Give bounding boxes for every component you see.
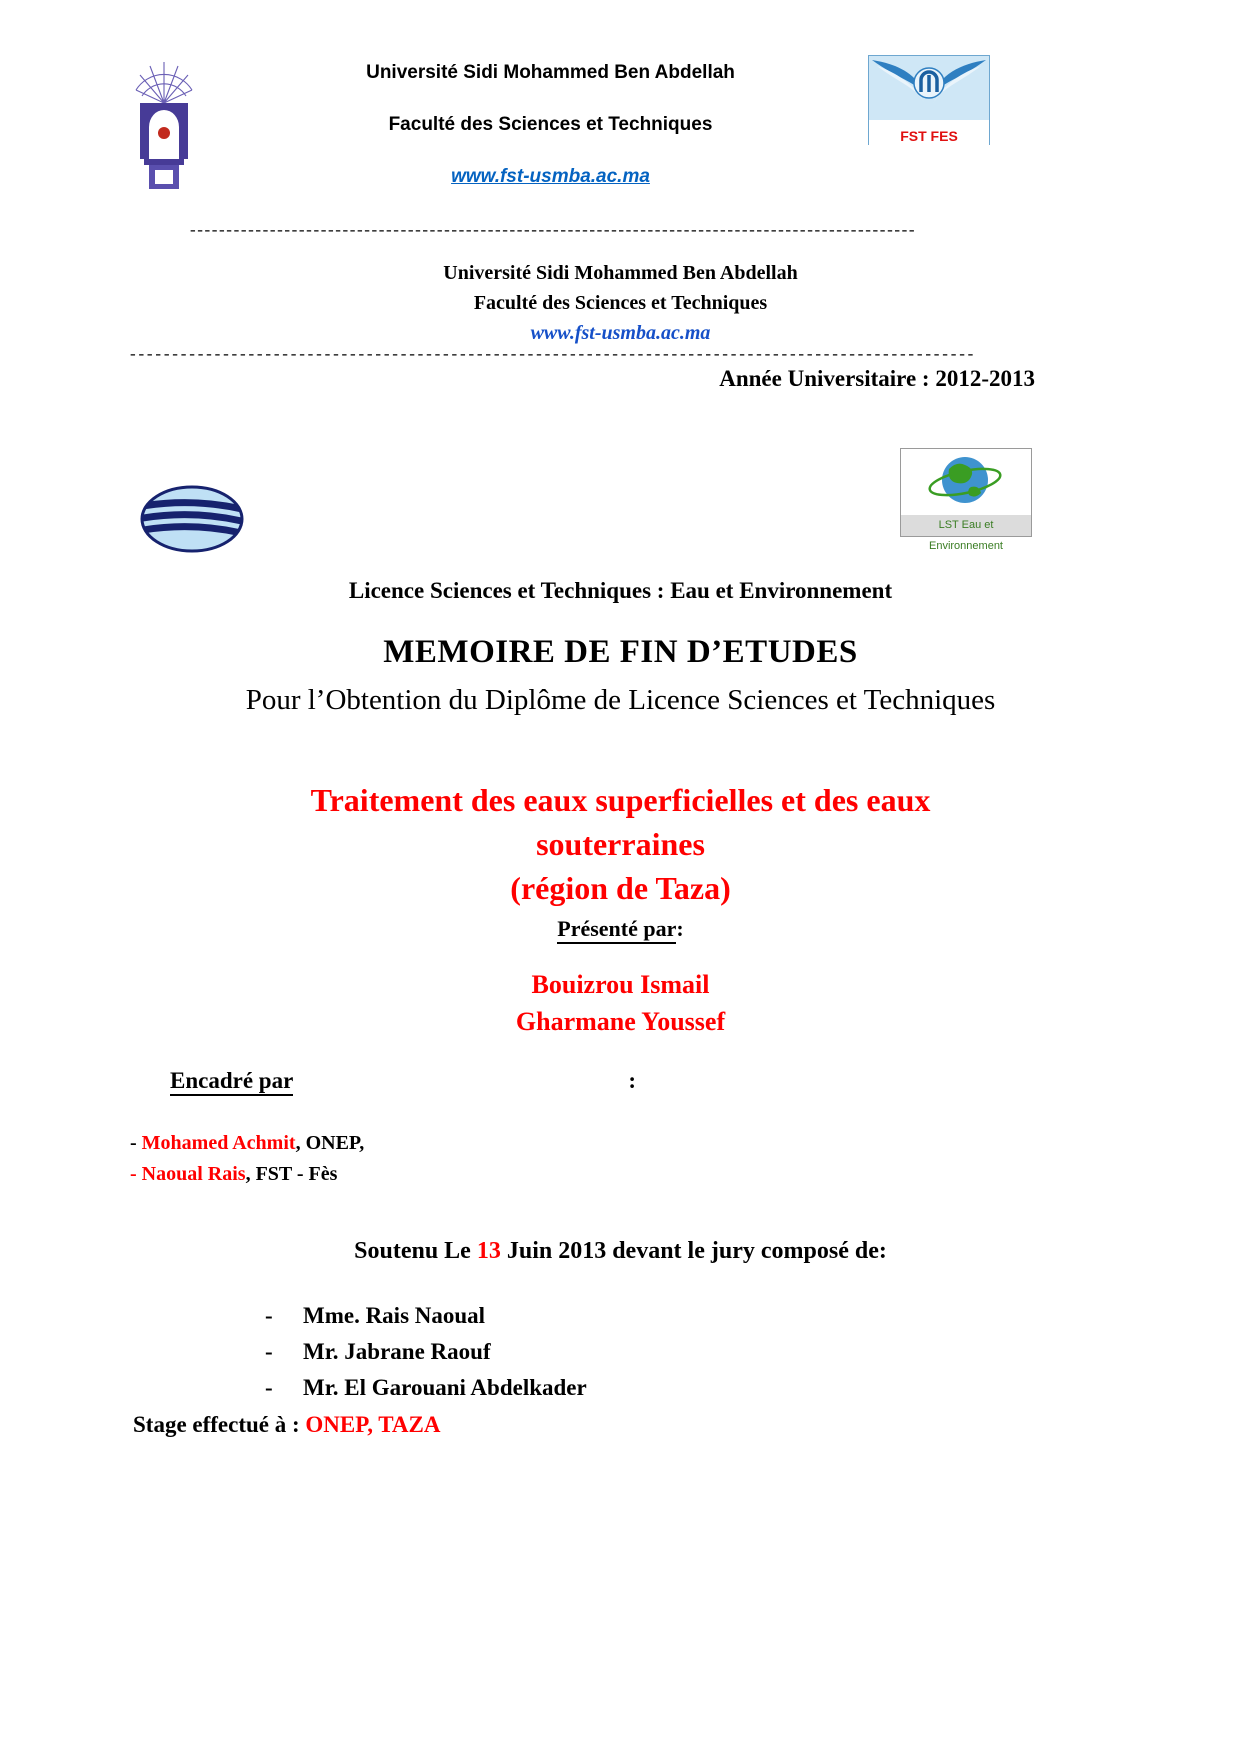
internship-label: Stage effectué à : bbox=[133, 1412, 306, 1437]
author-name: Gharmane Youssef bbox=[515, 1007, 726, 1036]
dashed-divider-bottom: ---------------------------------------------------------------------------------------------------- bbox=[130, 344, 977, 363]
supervisors-list bbox=[130, 1128, 364, 1190]
mid-header bbox=[0, 258, 1241, 348]
presented-by-label: Présenté par bbox=[557, 916, 676, 944]
top-website-link[interactable]: www.fst-usmba.ac.ma bbox=[451, 166, 650, 187]
presented-by-colon: : bbox=[676, 916, 684, 941]
defense-date: 13 bbox=[476, 1238, 501, 1264]
memoir-title: MEMOIRE DE FIN D’ETUDES bbox=[383, 634, 858, 670]
dashed-divider-top: ---------------------------------------------------------------------------------------------------- bbox=[190, 220, 917, 239]
program-title: Licence Sciences et Techniques : Eau et Environnement bbox=[348, 578, 893, 603]
water-oval-logo bbox=[140, 483, 244, 560]
supervisor-dash: - bbox=[130, 1132, 142, 1154]
lst-logo-label: LST Eau et Environnement bbox=[901, 515, 1031, 536]
supervised-by bbox=[170, 1068, 636, 1094]
fst-fes-logo-label: FST FES bbox=[869, 125, 989, 149]
defense-prefix: Soutenu Le bbox=[354, 1238, 477, 1264]
jury-list bbox=[265, 1298, 587, 1406]
jury-item-dash: - bbox=[265, 1303, 273, 1328]
author-name: Bouizrou Ismail bbox=[531, 970, 710, 999]
supervisor-item bbox=[130, 1128, 364, 1159]
mid-website-link[interactable]: www.fst-usmba.ac.ma bbox=[530, 322, 711, 344]
defense-line bbox=[0, 1238, 1241, 1265]
presented-by bbox=[0, 916, 1241, 942]
jury-item-dash: - bbox=[265, 1375, 273, 1400]
defense-suffix: Juin 2013 devant le jury composé de: bbox=[500, 1238, 887, 1264]
supervisor-name: Naoual Rais bbox=[141, 1163, 246, 1185]
jury-item bbox=[265, 1298, 587, 1334]
internship-line bbox=[133, 1412, 440, 1438]
supervisor-item bbox=[130, 1159, 364, 1190]
jury-member-name: Mr. El Garouani Abdelkader bbox=[303, 1375, 587, 1400]
memoir-subtitle: Pour l’Obtention du Diplôme de Licence Sciences et Techniques bbox=[245, 684, 996, 716]
jury-member-name: Mr. Jabrane Raouf bbox=[303, 1339, 491, 1364]
thesis-title-line1: Traitement des eaux superficielles et des eaux bbox=[310, 782, 931, 818]
mid-faculty-name: Faculté des Sciences et Techniques bbox=[473, 292, 768, 314]
jury-item-dash: - bbox=[265, 1339, 273, 1364]
top-faculty-name: Faculté des Sciences et Techniques bbox=[388, 114, 713, 135]
lst-eau-environnement-logo bbox=[900, 448, 1032, 552]
authors-list bbox=[0, 966, 1241, 1040]
supervisor-affiliation: , FST - Fès bbox=[245, 1163, 338, 1185]
fst-fes-logo-graphic bbox=[869, 56, 989, 120]
supervisor-dash: - bbox=[130, 1163, 142, 1185]
supervised-by-label: Encadré par bbox=[170, 1068, 293, 1096]
lst-logo-graphic bbox=[901, 449, 1031, 515]
supervisor-affiliation: , ONEP, bbox=[295, 1132, 365, 1154]
thesis-title-line2: souterraines bbox=[536, 826, 705, 862]
mid-university-name: Université Sidi Mohammed Ben Abdellah bbox=[443, 262, 798, 284]
jury-item bbox=[265, 1334, 587, 1370]
water-oval-logo-graphic bbox=[140, 483, 244, 555]
supervisor-name: Mohamed Achmit bbox=[141, 1132, 296, 1154]
fst-fes-logo bbox=[868, 55, 990, 145]
academic-year: Année Universitaire : 2012-2013 bbox=[719, 366, 1035, 391]
top-header bbox=[150, 62, 951, 188]
thesis-title bbox=[0, 778, 1241, 910]
internship-value: ONEP, TAZA bbox=[305, 1412, 441, 1437]
jury-item bbox=[265, 1370, 587, 1406]
supervised-by-colon: : bbox=[628, 1068, 636, 1093]
thesis-title-line3: (région de Taza) bbox=[510, 870, 731, 906]
jury-member-name: Mme. Rais Naoual bbox=[303, 1303, 486, 1328]
top-university-name: Université Sidi Mohammed Ben Abdellah bbox=[366, 62, 735, 83]
